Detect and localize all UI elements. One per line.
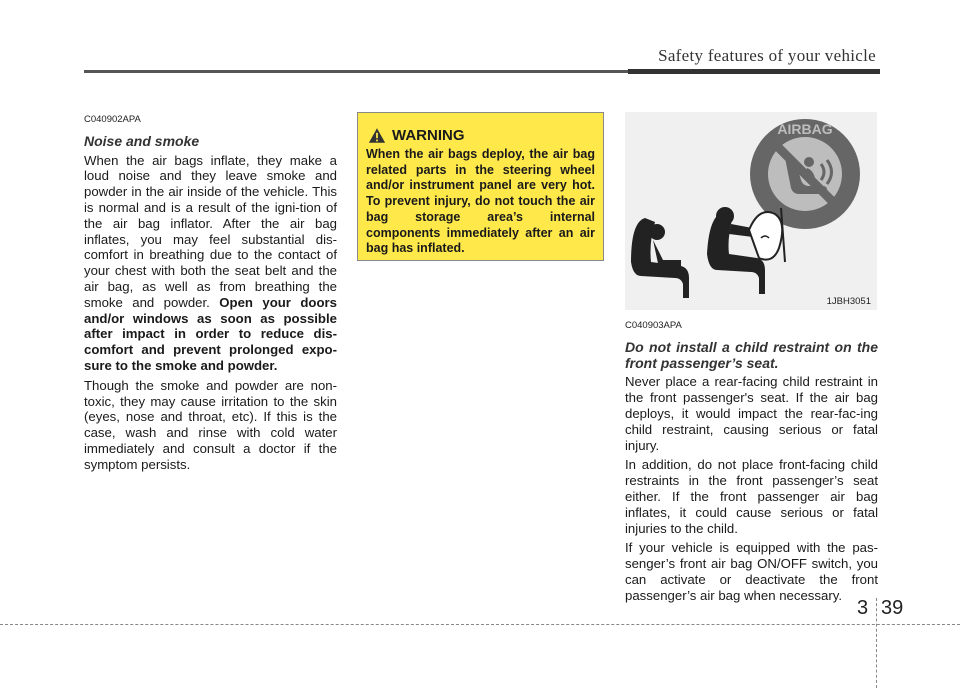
- section-code: C040902APA: [84, 114, 141, 125]
- airbag-illustration: [625, 112, 877, 310]
- page-number-separator: [876, 598, 877, 688]
- paragraph-onoff-switch: If your vehicle is equipped with the pas-senger’s front air bag ON/OFF switch, you can activate or deactivate the front passenger’s air bag when necessary.: [625, 540, 878, 603]
- paragraph-front-facing: In addition, do not place front-facing child restraints in the front passenger’s seat either. If the front passenger air bag inflates, it could cause serious or fatal injuries to the child.: [625, 457, 878, 536]
- header-rule-accent: [628, 69, 880, 74]
- section-subhead: Noise and smoke: [84, 132, 200, 149]
- airbag-sign-text: AIRBAG: [777, 121, 833, 137]
- page-header-title: Safety features of your vehicle: [658, 46, 876, 65]
- section-code: C040903APA: [625, 320, 682, 331]
- paragraph-text: When the air bags inflate, they make a loud noise and they leave smoke and powder in the air inside of the vehicle. This is normal and is a result of the igni-tion of the air bag inflator. After the air bag inflates, you may feel substantial dis-comfort in breathing due to the contact of your chest with both the seat belt and the air bag, as well as from breathing the smoke and powder.: [84, 152, 337, 310]
- left-column: [84, 112, 337, 477]
- rear-seat-drawing: [631, 218, 689, 298]
- paragraph-rear-facing: Never place a rear-facing child restraint in the front passenger's seat. If the air bag deploys, it would impact the rear-fac-ing child restraint, causing serious or fatal injury.: [625, 374, 878, 453]
- warning-text: When the air bags deploy, the air bag related parts in the steering wheel and/or instrument panel are very hot. To prevent injury, do not touch the air bag storage area’s internal components immediately after an air bag has inflated.: [366, 147, 595, 256]
- paragraph-smoke: Though the smoke and powder are non-toxic, they may cause irritation to the skin (eyes, nose and throat, etc). If this is the case, wash and rinse with cold water immediately and consult a doctor if the symptom persists.: [84, 377, 337, 472]
- footer-rule: [0, 624, 960, 625]
- chapter-number: 3: [857, 597, 869, 619]
- right-column: [625, 318, 878, 608]
- figure-code: 1JBH3051: [826, 296, 871, 307]
- warning-title: [368, 127, 595, 144]
- warning-label: WARNING: [392, 127, 465, 144]
- illustration-svg: [625, 112, 877, 310]
- warning-box: [357, 112, 604, 261]
- paragraph-bold-text: Open your doors and/or windows as soon as possible after impact in order to reduce dis-comfort and prevent prolonged expo-sure to the smoke and powder.: [84, 294, 337, 373]
- page-number: 39: [881, 597, 904, 619]
- paragraph-noise: [84, 153, 337, 374]
- section-subhead: Do not install a child restraint on the front passenger’s seat.: [625, 338, 878, 371]
- warning-icon: [368, 127, 386, 144]
